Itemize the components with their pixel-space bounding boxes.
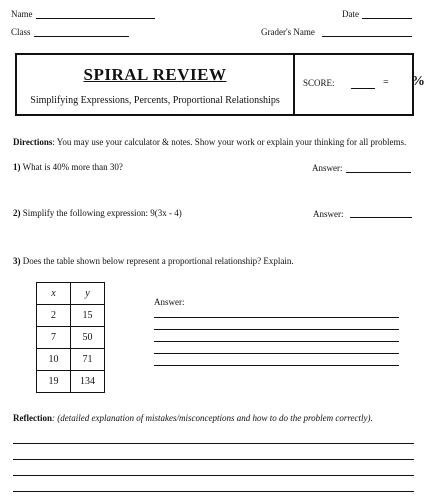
q1-text: What is 40% more than 30? (22, 162, 123, 172)
table-row (37, 349, 105, 371)
table-cell: 71 (71, 349, 105, 371)
table-cell: 50 (71, 327, 105, 349)
reflection-line-2[interactable] (13, 459, 414, 460)
page-title: SPIRAL REVIEW (83, 65, 227, 84)
q2-answer-field[interactable] (350, 217, 412, 218)
q3-answer-line-5[interactable] (154, 365, 399, 366)
directions-label: Directions (13, 137, 53, 147)
header-box (15, 53, 425, 116)
table-row (37, 371, 105, 393)
score-equals: = (383, 77, 389, 88)
date-field[interactable] (362, 18, 412, 19)
score-label: SCORE: (303, 78, 335, 88)
name-label: Name (11, 9, 33, 19)
table-cell: 134 (71, 371, 105, 393)
table-header-row (37, 283, 105, 305)
page-subtitle: Simplifying Expressions, Percents, Proportional Relationships (30, 95, 280, 106)
q1-number: 1) (13, 162, 21, 172)
table-row (37, 305, 105, 327)
reflection-line-3[interactable] (13, 475, 414, 476)
question-2 (13, 208, 182, 218)
directions-text: : You may use your calculator & notes. Show your work or explain your thinking for all problems. (52, 137, 407, 147)
q3-number: 3) (13, 256, 21, 266)
q3-text: Does the table shown below represent a proportional relationship? Explain. (22, 256, 294, 266)
class-label: Class (11, 27, 31, 37)
table-cell: 19 (37, 371, 71, 393)
reflection (13, 413, 373, 423)
q3-answer-line-2[interactable] (154, 329, 399, 330)
grader-field[interactable] (322, 36, 412, 37)
score-field[interactable] (351, 88, 375, 89)
reflection-text: : (detailed explanation of mistakes/misconceptions and how to do the problem correctly). (51, 413, 373, 423)
score-percent: % (411, 74, 425, 89)
question-3 (13, 256, 294, 266)
q2-answer-label: Answer: (313, 209, 344, 219)
header-divider (293, 55, 295, 114)
table-header-y: y (71, 283, 105, 305)
q2-text: Simplify the following expression: 9(3x - 4) (22, 208, 182, 218)
table-row (37, 327, 105, 349)
table-header-x: x (37, 283, 71, 305)
question-1 (13, 162, 123, 172)
q3-answer-label: Answer: (154, 297, 185, 307)
table-cell: 2 (37, 305, 71, 327)
q3-answer-line-1[interactable] (154, 317, 399, 318)
reflection-label: Reflection (13, 413, 52, 423)
proportion-table (36, 282, 105, 393)
reflection-line-1[interactable] (13, 443, 414, 444)
q1-answer-label: Answer: (312, 163, 343, 173)
table-cell: 7 (37, 327, 71, 349)
class-field[interactable] (34, 36, 129, 37)
directions (13, 137, 406, 147)
table-cell: 15 (71, 305, 105, 327)
q2-number: 2) (13, 208, 21, 218)
table-cell: 10 (37, 349, 71, 371)
q3-answer-line-3[interactable] (154, 341, 399, 342)
grader-label: Grader's Name (261, 27, 315, 37)
q1-answer-field[interactable] (346, 172, 411, 173)
name-field[interactable] (36, 18, 155, 19)
q3-answer-line-4[interactable] (154, 353, 399, 354)
date-label: Date (342, 9, 359, 19)
reflection-line-4[interactable] (13, 491, 414, 492)
